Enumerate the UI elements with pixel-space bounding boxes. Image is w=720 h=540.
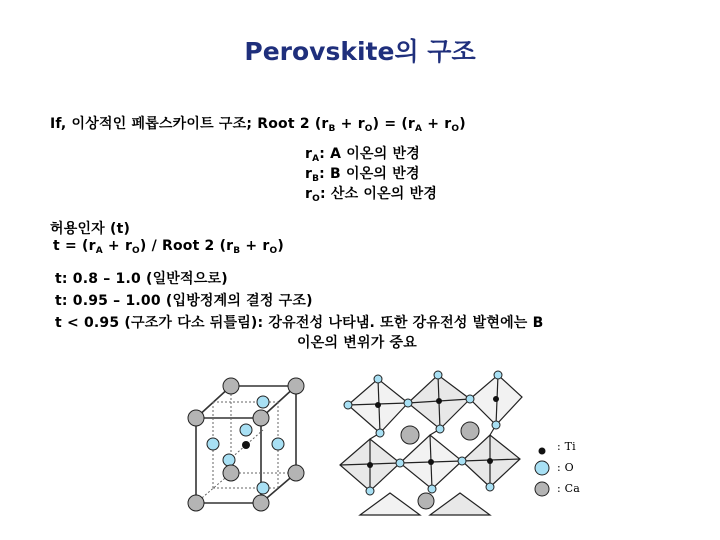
definition-rb: $r_B$: B 이온의 반경: [305, 166, 420, 184]
tolerance-formula: $t = (r_A + r_O)$ / Root 2 $(r_B + r_O)$: [53, 238, 284, 256]
range-cubic: t: 0.95 – 1.00 (입방정계의 결정 구조): [55, 293, 313, 309]
definition-ro: $r_O$: 산소 이온의 반경: [305, 186, 438, 204]
legend-ti-swatch: [537, 446, 547, 456]
legend-ti-label: : Ti: [557, 440, 576, 453]
page-title: Perovskite의 구조: [244, 37, 476, 66]
cubic-cell-diagram: [186, 378, 316, 518]
legend-o-swatch: [533, 459, 551, 477]
legend-ca-label: : Ca: [557, 482, 580, 495]
titanium-atom: [242, 441, 250, 449]
range-distorted: t < 0.95 (구조가 다소 뒤틀림): 강유전성 나타냄. 또한 강유전성 발현에는 B: [55, 315, 544, 331]
range-distorted-cont: 이온의 변위가 중요: [297, 335, 417, 351]
tolerance-label: 허용인자 (t): [50, 221, 131, 237]
legend-o-label: : O: [557, 461, 574, 474]
ideal-structure-line: If, 이상적인 페롭스카이트 구조; Root 2 $(r_B + r_O) = (r_A + r_O)$: [50, 116, 466, 134]
octahedral-framework-diagram: [330, 365, 530, 525]
definition-ra: $r_A$: A 이온의 반경: [305, 146, 420, 164]
legend-ca-swatch: [533, 480, 551, 498]
range-general: t: 0.8 – 1.0 (일반적으로): [55, 271, 228, 287]
